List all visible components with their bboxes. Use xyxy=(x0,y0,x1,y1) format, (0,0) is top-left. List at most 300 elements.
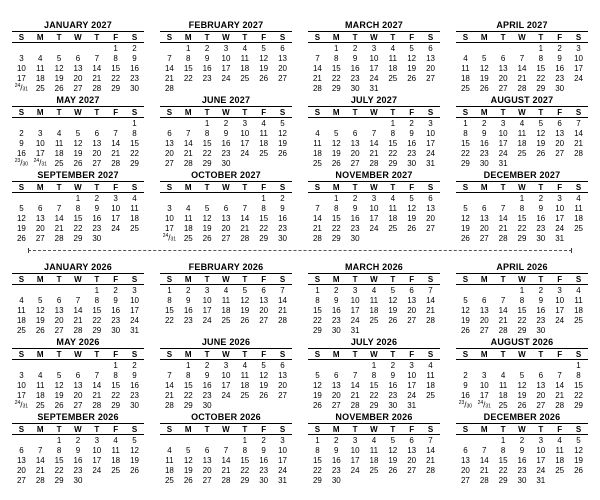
day-cell: 20 xyxy=(164,148,174,158)
day-cell: 3 xyxy=(167,203,172,213)
day-cell: 22 xyxy=(536,73,546,83)
day-cell-empty xyxy=(198,193,217,204)
day-cell-empty xyxy=(12,118,31,129)
week-row xyxy=(12,475,144,485)
day-cell: 9 xyxy=(334,445,339,455)
day-cell: 12 xyxy=(536,128,546,138)
day-cell: 16 xyxy=(407,138,417,148)
month-grid xyxy=(160,32,292,93)
day-cell: 1 xyxy=(334,43,339,53)
day-cell: 14 xyxy=(498,305,508,315)
day-cell: 13 xyxy=(278,370,287,380)
day-cell: 15 xyxy=(259,213,269,223)
week-row xyxy=(308,213,440,223)
day-cell-empty xyxy=(402,325,421,335)
day-cell: 22 xyxy=(331,223,341,233)
week-row xyxy=(160,360,292,371)
weekday-header: M xyxy=(179,349,198,360)
day-cell: 19 xyxy=(240,305,250,315)
day-cell: 29 xyxy=(536,83,546,93)
day-cell: 28 xyxy=(54,233,64,243)
day-cell: 13 xyxy=(426,203,435,213)
day-cell: 30 xyxy=(350,83,360,93)
day-cell: 30 xyxy=(517,475,527,485)
day-cell: 11 xyxy=(388,53,397,63)
day-cell: 11 xyxy=(574,295,583,305)
day-cell: 2 xyxy=(352,193,358,203)
day-cell: 26 xyxy=(183,475,193,485)
weekday-header-row xyxy=(456,107,588,118)
week-row xyxy=(456,128,588,138)
day-cell: 21 xyxy=(164,73,174,83)
day-cell: 27 xyxy=(426,73,435,83)
day-cell: 27 xyxy=(479,233,489,243)
day-cell-empty xyxy=(383,233,402,243)
day-cell: 18 xyxy=(240,380,250,390)
day-cell: 26 xyxy=(312,400,322,410)
month-grid xyxy=(456,349,588,410)
week-row xyxy=(456,118,588,129)
day-cell: 8 xyxy=(132,128,137,138)
day-cell: 18 xyxy=(388,213,398,223)
day-cell: 3 xyxy=(38,128,43,138)
day-cell: 28 xyxy=(517,83,527,93)
week-row xyxy=(160,445,292,455)
day-cell: 17 xyxy=(350,305,360,315)
day-cell: 25 xyxy=(574,315,583,325)
day-cell: 17 xyxy=(479,390,489,400)
month-title: JUNE 2026 xyxy=(160,337,292,349)
day-cell: 12 xyxy=(35,305,45,315)
weekday-header: M xyxy=(31,182,50,193)
month-block xyxy=(160,20,292,93)
week-row xyxy=(456,370,588,380)
day-cell: 3 xyxy=(223,360,229,370)
day-cell: 10 xyxy=(350,445,360,455)
day-cell: 20 xyxy=(221,223,231,233)
weekday-header: F xyxy=(106,32,125,43)
day-cell: 6 xyxy=(261,285,266,295)
week-row xyxy=(12,325,144,335)
week-row xyxy=(12,223,144,233)
week-row xyxy=(308,285,440,296)
day-cell: 15 xyxy=(517,305,527,315)
day-cell: 12 xyxy=(312,380,322,390)
day-cell: 27 xyxy=(278,73,287,83)
day-cell: 17 xyxy=(278,455,287,465)
month-block xyxy=(308,95,440,168)
weekday-header: F xyxy=(402,182,421,193)
day-cell: 26 xyxy=(259,73,269,83)
day-cell-empty xyxy=(475,193,494,204)
day-cell-empty xyxy=(475,360,494,371)
day-cell: 26 xyxy=(388,465,398,475)
day-cell: 2 xyxy=(352,43,358,53)
week-row xyxy=(456,305,588,315)
day-cell: 27 xyxy=(73,83,83,93)
day-cell-empty xyxy=(50,193,69,204)
day-cell: $^{23}$/30 xyxy=(14,157,29,168)
day-cell: 2 xyxy=(519,435,525,445)
day-cell: 2 xyxy=(334,285,339,295)
day-cell-empty xyxy=(273,83,292,93)
day-cell: 8 xyxy=(75,203,81,213)
day-cell: 16 xyxy=(388,380,398,390)
day-cell: 14 xyxy=(164,63,174,73)
month-block xyxy=(308,337,440,410)
day-cell: 6 xyxy=(167,128,172,138)
weekday-header: S xyxy=(160,32,179,43)
day-cell: 5 xyxy=(75,128,81,138)
day-cell: 2 xyxy=(132,43,137,53)
day-cell: 23 xyxy=(92,223,102,233)
weekday-header: S xyxy=(160,349,179,360)
day-cell: 10 xyxy=(536,445,546,455)
day-cell: 18 xyxy=(460,73,470,83)
day-cell-empty xyxy=(365,233,384,243)
day-cell: 6 xyxy=(538,370,544,380)
day-cell: 15 xyxy=(388,138,398,148)
month-title: NOVEMBER 2027 xyxy=(308,170,440,182)
day-cell-empty xyxy=(383,475,402,485)
day-cell: 15 xyxy=(498,455,508,465)
day-cell: 19 xyxy=(259,63,269,73)
day-cell: 3 xyxy=(557,193,562,203)
weekday-header: T xyxy=(50,182,69,193)
weekday-header: F xyxy=(550,32,569,43)
day-cell-empty xyxy=(106,233,125,243)
day-cell: 7 xyxy=(576,118,581,128)
weekday-header: S xyxy=(456,32,475,43)
day-cell: 4 xyxy=(463,53,468,63)
week-row xyxy=(308,445,440,455)
day-cell: 6 xyxy=(38,203,43,213)
day-cell: 8 xyxy=(519,203,525,213)
month-title: AUGUST 2027 xyxy=(456,95,588,107)
day-cell: 10 xyxy=(35,138,45,148)
day-cell: 10 xyxy=(111,203,121,213)
day-cell: 8 xyxy=(113,370,118,380)
year-block-second xyxy=(12,262,588,487)
day-cell: 6 xyxy=(204,445,210,455)
day-cell: 20 xyxy=(407,305,417,315)
weekday-header: M xyxy=(327,424,346,435)
day-cell-empty xyxy=(421,325,440,335)
day-cell: 6 xyxy=(280,360,285,370)
day-cell: 24 xyxy=(574,73,583,83)
week-row xyxy=(456,63,588,73)
weekday-header: T xyxy=(494,274,513,285)
day-cell: 28 xyxy=(426,315,435,325)
weekday-header: S xyxy=(569,32,588,43)
day-cell: 13 xyxy=(202,455,212,465)
weekday-header: T xyxy=(235,349,254,360)
weekday-header: W xyxy=(217,424,236,435)
weekday-header: W xyxy=(513,32,532,43)
day-cell-empty xyxy=(494,285,513,296)
day-cell-empty xyxy=(198,435,217,446)
day-cell: 6 xyxy=(75,53,81,63)
day-cell: 7 xyxy=(371,128,377,138)
week-row xyxy=(308,73,440,83)
day-cell: 23 xyxy=(202,73,212,83)
day-cell: 1 xyxy=(113,360,118,370)
week-row xyxy=(456,315,588,325)
quarter-row xyxy=(12,262,588,337)
day-cell: 5 xyxy=(390,285,396,295)
day-cell: 10 xyxy=(221,53,231,63)
weekday-header: S xyxy=(12,349,31,360)
weekday-header-row xyxy=(12,32,144,43)
day-cell: 27 xyxy=(202,475,212,485)
day-cell: 22 xyxy=(312,315,322,325)
week-row xyxy=(160,203,292,213)
week-row xyxy=(12,193,144,204)
day-cell: 10 xyxy=(130,295,139,305)
day-cell: 14 xyxy=(73,305,83,315)
day-cell: 9 xyxy=(538,203,544,213)
day-cell: 22 xyxy=(111,73,121,83)
day-cell: 16 xyxy=(92,213,102,223)
day-cell: 9 xyxy=(132,370,137,380)
day-cell: 1 xyxy=(261,193,266,203)
day-cell: 27 xyxy=(221,233,231,243)
day-cell: 11 xyxy=(130,203,139,213)
weekday-header-row xyxy=(308,182,440,193)
weekday-header-row xyxy=(160,182,292,193)
weekday-header: T xyxy=(346,274,365,285)
day-cell: 9 xyxy=(390,370,396,380)
day-cell: 22 xyxy=(312,465,322,475)
day-cell: 17 xyxy=(16,390,26,400)
week-row xyxy=(12,233,144,243)
weekday-header: S xyxy=(421,349,440,360)
day-cell: $^{24}$/31 xyxy=(33,157,47,168)
weekday-header: W xyxy=(69,107,88,118)
weekday-header: M xyxy=(475,32,494,43)
day-cell: 3 xyxy=(113,193,118,203)
day-cell: 8 xyxy=(463,128,468,138)
day-cell: 5 xyxy=(280,118,285,128)
day-cell-empty xyxy=(513,43,532,54)
day-cell: 31 xyxy=(369,83,379,93)
week-row xyxy=(456,465,588,475)
day-cell: 8 xyxy=(113,53,118,63)
day-cell: 4 xyxy=(132,193,137,203)
month-grid xyxy=(308,32,440,93)
day-cell: 4 xyxy=(242,43,248,53)
week-row xyxy=(12,138,144,148)
day-cell: 13 xyxy=(164,138,174,148)
day-cell-empty xyxy=(31,360,50,371)
day-cell: 19 xyxy=(460,315,470,325)
week-row xyxy=(456,445,588,455)
day-cell: 28 xyxy=(73,325,83,335)
day-cell-empty xyxy=(365,325,384,335)
weekday-header: S xyxy=(456,424,475,435)
day-cell: 15 xyxy=(183,380,193,390)
day-cell: 6 xyxy=(223,203,229,213)
day-cell: 19 xyxy=(259,380,269,390)
day-cell: 23 xyxy=(517,465,527,475)
day-cell: 11 xyxy=(36,380,45,390)
day-cell: 27 xyxy=(73,400,83,410)
day-cell: 11 xyxy=(36,63,45,73)
month-block xyxy=(308,412,440,485)
day-cell: 8 xyxy=(371,370,377,380)
weekday-header: F xyxy=(254,107,273,118)
week-row xyxy=(456,148,588,158)
day-cell: 17 xyxy=(407,380,417,390)
day-cell: 6 xyxy=(482,203,487,213)
day-cell: 30 xyxy=(350,233,360,243)
week-row xyxy=(456,295,588,305)
day-cell: 3 xyxy=(19,53,24,63)
day-cell: 22 xyxy=(388,148,398,158)
day-cell: 22 xyxy=(240,465,250,475)
day-cell: 3 xyxy=(204,285,210,295)
week-row xyxy=(160,43,292,54)
day-cell: 8 xyxy=(167,295,172,305)
day-cell: 14 xyxy=(574,128,583,138)
day-cell: 12 xyxy=(407,53,417,63)
day-cell: 11 xyxy=(574,203,583,213)
day-cell: 14 xyxy=(426,445,435,455)
day-cell-empty xyxy=(421,400,440,410)
weekday-header: T xyxy=(235,107,254,118)
day-cell: 13 xyxy=(278,53,287,63)
weekday-header: M xyxy=(179,32,198,43)
week-row xyxy=(160,83,292,93)
day-cell: 29 xyxy=(183,400,193,410)
month-grid xyxy=(308,107,440,168)
day-cell: 29 xyxy=(574,400,583,410)
day-cell: 7 xyxy=(315,53,320,63)
month-title: NOVEMBER 2026 xyxy=(308,412,440,424)
day-cell: 26 xyxy=(35,325,45,335)
weekday-header-row xyxy=(308,274,440,285)
day-cell-empty xyxy=(254,400,273,410)
day-cell: 12 xyxy=(388,445,398,455)
day-cell: 24 xyxy=(498,148,508,158)
day-cell-empty xyxy=(31,285,50,296)
month-block xyxy=(160,262,292,335)
day-cell-empty xyxy=(198,325,217,335)
weekday-header: F xyxy=(402,274,421,285)
day-cell: 24 xyxy=(111,223,121,233)
day-cell: 22 xyxy=(574,390,583,400)
day-cell: 18 xyxy=(259,138,269,148)
weekday-header: T xyxy=(50,274,69,285)
day-cell-empty xyxy=(327,360,346,371)
weekday-header-row xyxy=(456,424,588,435)
day-cell: 1 xyxy=(242,435,248,445)
weekday-header: W xyxy=(217,349,236,360)
week-row xyxy=(160,158,292,168)
week-row xyxy=(456,400,588,410)
weekday-header: S xyxy=(273,107,292,118)
day-cell: 17 xyxy=(130,305,139,315)
day-cell: 5 xyxy=(261,360,266,370)
day-cell: 6 xyxy=(463,445,468,455)
weekday-header: M xyxy=(475,424,494,435)
day-cell: 28 xyxy=(555,400,565,410)
day-cell: 10 xyxy=(16,380,26,390)
day-cell-empty xyxy=(12,360,31,371)
week-row xyxy=(456,158,588,168)
day-cell: 30 xyxy=(259,475,269,485)
day-cell: 28 xyxy=(498,325,508,335)
weekday-header: M xyxy=(179,424,198,435)
day-cell: 2 xyxy=(334,435,339,445)
week-row xyxy=(12,380,144,390)
day-cell-empty xyxy=(179,83,198,93)
day-cell: 5 xyxy=(315,370,320,380)
weekday-header: S xyxy=(160,274,179,285)
day-cell: 10 xyxy=(202,295,212,305)
day-cell: 8 xyxy=(94,295,100,305)
weekday-header: W xyxy=(365,107,384,118)
weekday-header: S xyxy=(125,182,144,193)
day-cell-empty xyxy=(569,233,588,243)
day-cell: 17 xyxy=(555,305,565,315)
day-cell: 22 xyxy=(517,315,527,325)
weekday-header: S xyxy=(12,107,31,118)
day-cell: 25 xyxy=(183,233,193,243)
day-cell-empty xyxy=(273,400,292,410)
weekday-header: F xyxy=(550,182,569,193)
day-cell: 20 xyxy=(426,213,435,223)
day-cell-empty xyxy=(198,83,217,93)
day-cell: 29 xyxy=(202,158,212,168)
day-cell: 26 xyxy=(54,400,64,410)
month-block xyxy=(12,262,144,335)
day-cell-empty xyxy=(254,325,273,335)
day-cell: 1 xyxy=(132,118,137,128)
day-cell: 21 xyxy=(498,223,508,233)
day-cell-empty xyxy=(402,475,421,485)
day-cell: 11 xyxy=(517,128,527,138)
day-cell: 23 xyxy=(536,223,546,233)
day-cell: 17 xyxy=(369,213,379,223)
weekday-header: T xyxy=(235,274,254,285)
week-row xyxy=(308,455,440,465)
week-row xyxy=(308,360,440,371)
day-cell: 29 xyxy=(517,233,527,243)
day-cell: 30 xyxy=(130,400,139,410)
day-cell-empty xyxy=(160,325,179,335)
week-row xyxy=(308,158,440,168)
day-cell: 1 xyxy=(186,43,191,53)
day-cell-empty xyxy=(421,233,440,243)
weekday-header: S xyxy=(569,107,588,118)
month-block xyxy=(12,170,144,243)
day-cell: 5 xyxy=(482,53,487,63)
day-cell: 11 xyxy=(184,213,193,223)
day-cell: 23 xyxy=(350,73,360,83)
week-row xyxy=(308,43,440,54)
day-cell: 25 xyxy=(130,223,139,233)
day-cell: 13 xyxy=(479,213,489,223)
quarter-row xyxy=(12,170,588,245)
weekday-header: T xyxy=(87,107,106,118)
day-cell: 26 xyxy=(202,233,212,243)
day-cell: 15 xyxy=(54,455,64,465)
weekday-header-row xyxy=(308,424,440,435)
day-cell: 17 xyxy=(221,380,231,390)
day-cell-empty xyxy=(69,43,88,54)
day-cell: 23 xyxy=(555,73,565,83)
